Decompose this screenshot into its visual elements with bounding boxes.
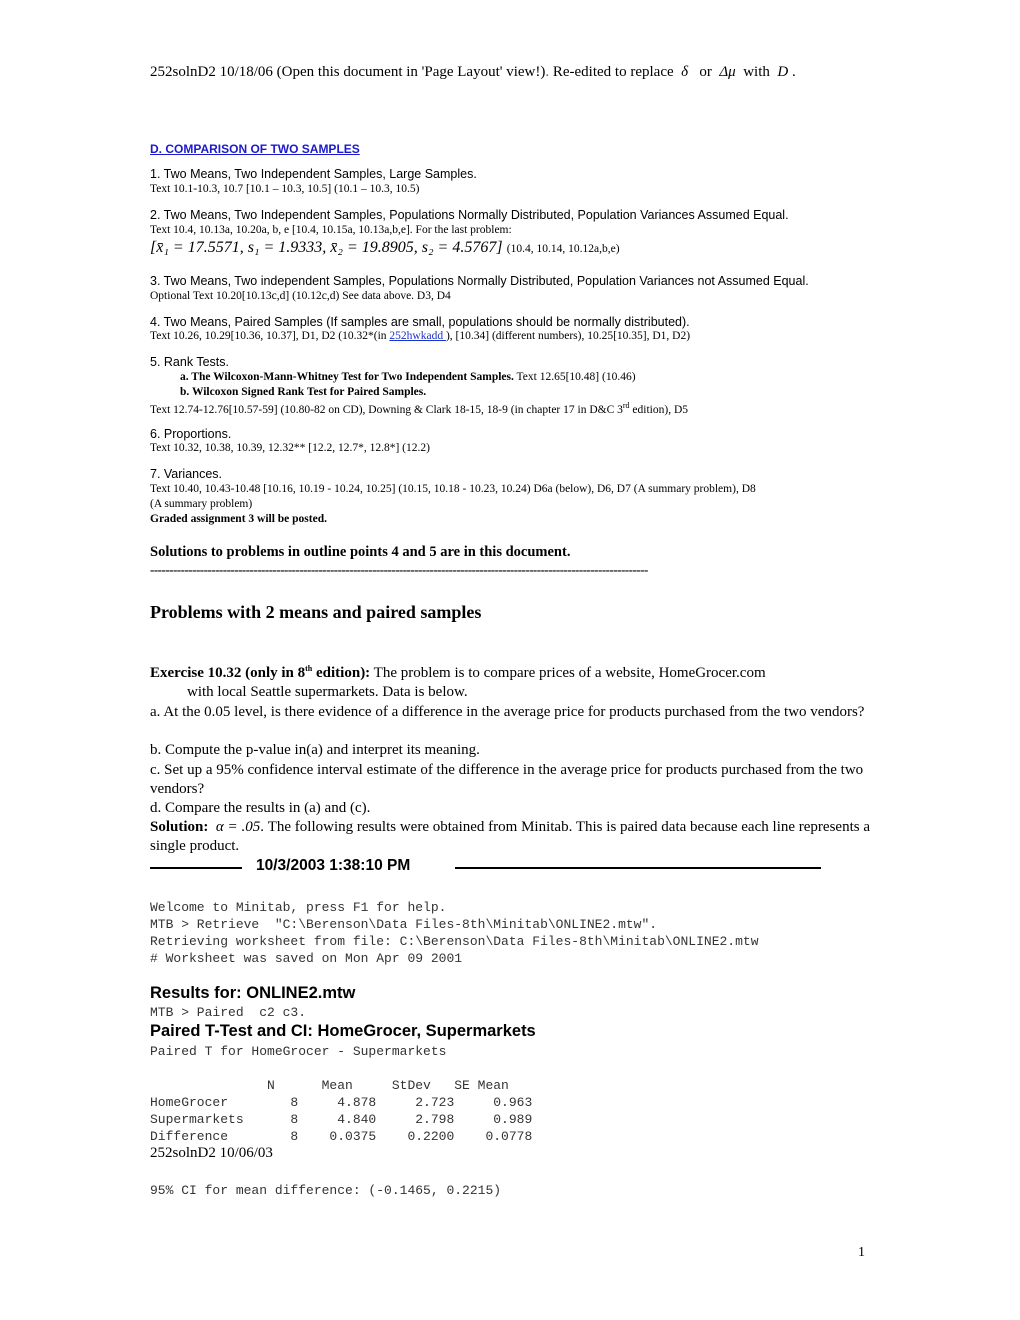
dashed-divider: ----------------------------------------------------------------------------------------------------------------------------------: [150, 562, 648, 577]
stats-row-difference: Difference 8 0.0375 0.2200 0.0778: [150, 1129, 533, 1144]
hwkadd-link[interactable]: 252hwkadd: [389, 330, 446, 342]
alpha-formula: α = .05: [215, 819, 261, 835]
exercise-line-1: [150, 664, 766, 682]
item5-heading: 5. Rank Tests.: [150, 355, 229, 369]
item7-heading: 7. Variances.: [150, 467, 223, 481]
header-prefix: 252solnD2 10/18/06 (Open this document in 'Page Layout' view!): [150, 64, 546, 80]
exercise-part-a: a. At the 0.05 level, is there evidence of a difference in the average price for products purchased from the two vendors?: [150, 704, 865, 720]
section-title: Problems with 2 means and paired samples: [150, 602, 482, 622]
item5-a-refs: Text 12.65[10.48] (10.46): [513, 371, 636, 383]
confidence-interval: 95% CI for mean difference: (-0.1465, 0.2215): [150, 1183, 502, 1198]
item7-refs: Text 10.40, 10.43-10.48 [10.16, 10.19 - 10.24, 10.25] (10.15, 10.18 - 10.23, 10.24) D6a (below), D6, D7 (A summary problem), D8: [150, 483, 756, 495]
exercise-label-post: edition):: [312, 665, 371, 681]
exercise-intro: The problem is to compare prices of a website, HomeGrocer.com: [370, 665, 766, 681]
item6-heading: 6. Proportions.: [150, 427, 232, 441]
solution-label: Solution:: [150, 819, 209, 835]
delta-symbol: δ: [681, 64, 689, 80]
timestamp-rule-left: [150, 867, 242, 869]
item2-refs: Text 10.4, 10.13a, 10.20a, b, e [10.4, 10.15a, 10.13a,b,e]. For the last problem:: [150, 224, 512, 236]
timestamp-rule-right: [455, 867, 821, 869]
item5-a-title: a. The Wilcoxon-Mann-Whitney Test for Two Independent Samples.: [180, 371, 514, 383]
item3-heading: 3. Two Means, Two independent Samples, Populations Normally Distributed, Population Variances not Assumed Equal.: [150, 274, 809, 288]
exercise-label: [150, 665, 370, 681]
item4-heading: 4. Two Means, Paired Samples (If samples are small, populations should be normally distributed).: [150, 315, 690, 329]
item1-refs: Text 10.1-10.3, 10.7 [10.1 – 10.3, 10.5] (10.1 – 10.3, 10.5): [150, 183, 420, 195]
item7-refs-2: (A summary problem): [150, 498, 253, 510]
footer-label: 252solnD2 10/06/03: [150, 1145, 273, 1161]
stats-row-homegrocer: HomeGrocer 8 4.878 2.723 0.963: [150, 1095, 533, 1110]
graded-assignment-note: Graded assignment 3 will be posted.: [150, 513, 327, 525]
solutions-note: Solutions to problems in outline points 4 and 5 are in this document.: [150, 544, 571, 560]
item3-refs: Optional Text 10.20[10.13c,d] (10.12c,d) See data above. D3, D4: [150, 290, 451, 302]
minitab-retrieve-command: MTB > Retrieve "C:\Berenson\Data Files-8th\Minitab\ONLINE2.mtw".: [150, 917, 658, 932]
d-symbol: D: [777, 64, 789, 80]
item4-refs-pre: Text 10.26, 10.29[10.36, 10.37], D1, D2 (10.32*(in: [150, 330, 390, 342]
minitab-saved-line: # Worksheet was saved on Mon Apr 09 2001: [150, 951, 463, 966]
exercise-part-c: c. Set up a 95% confidence interval estimate of the difference in the average price for products purchased from the two vendors?: [150, 762, 864, 797]
item5-a: [180, 371, 636, 383]
item6-refs: Text 10.32, 10.38, 10.39, 12.32** [12.2, 12.7*, 12.8*] (12.2): [150, 442, 430, 454]
delta-mu-symbol: Δμ: [719, 64, 736, 80]
solution-paragraph: [150, 818, 870, 856]
timestamp: 10/3/2003 1:38:10 PM: [256, 857, 411, 874]
item1-heading: 1. Two Means, Two Independent Samples, Large Samples.: [150, 167, 477, 181]
item2-formula-refs: (10.4, 10.14, 10.12a,b,e): [506, 243, 620, 255]
exercise-label-pre: Exercise 10.32 (only in 8: [150, 665, 306, 681]
item5-b-title: b. Wilcoxon Signed Rank Test for Paired Samples.: [180, 386, 427, 398]
item5-refs-sup: rd: [622, 401, 630, 410]
header-or: or: [699, 64, 712, 80]
minitab-retrieving-line: Retrieving worksheet from file: C:\Berenson\Data Files-8th\Minitab\ONLINE2.mtw: [150, 934, 759, 949]
exercise-part-d: d. Compare the results in (a) and (c).: [150, 800, 371, 816]
header-with: with: [743, 64, 770, 80]
item5-refs: [150, 401, 688, 416]
exercise-intro-2: with local Seattle supermarkets. Data is below.: [187, 684, 468, 700]
stats-row-supermarkets: Supermarkets 8 4.840 2.798 0.989: [150, 1112, 533, 1127]
item2-heading: 2. Two Means, Two Independent Samples, Populations Normally Distributed, Population Variances Assumed Equal.: [150, 208, 789, 222]
header-replace-text: Re-edited to replace: [549, 64, 674, 80]
page-number: 1: [858, 1245, 865, 1260]
header-end: .: [791, 64, 796, 80]
exercise-part-b: b. Compute the p-value in(a) and interpret its meaning.: [150, 742, 480, 758]
item2-formula-row: [150, 237, 620, 257]
document-header: [150, 64, 796, 81]
exercise-label-sup: th: [305, 664, 313, 673]
item4-refs-post: ), [10.34] (different numbers), 10.25[10.35], D1, D2): [445, 330, 691, 342]
minitab-welcome: Welcome to Minitab, press F1 for help.: [150, 900, 447, 915]
header-dot: .: [545, 64, 550, 80]
minitab-paired-command: MTB > Paired c2 c3.: [150, 1005, 307, 1020]
paired-test-subtitle: Paired T for HomeGrocer - Supermarkets: [150, 1044, 447, 1059]
outline-title: D. COMPARISON OF TWO SAMPLES: [150, 142, 360, 156]
item5-refs-pre: Text 12.74-12.76[10.57-59] (10.80-82 on CD), Downing & Clark 18-15, 18-9 (in chapter 17 in D&C 3: [150, 403, 623, 416]
item5-refs-post: edition), D5: [629, 403, 688, 416]
paired-test-title: Paired T-Test and CI: HomeGrocer, Supermarkets: [150, 1022, 536, 1040]
item4-refs: [150, 330, 690, 342]
results-title: Results for: ONLINE2.mtw: [150, 984, 356, 1002]
item2-formula: [x̄₁ = 17.5571, s₁ = 1.9333, x̄₂ = 19.8905, s₂ = 4.5767]: [150, 239, 503, 256]
stats-table-header: N Mean StDev SE Mean: [150, 1078, 509, 1093]
solution-text: . The following results were obtained from Minitab. This is paired data because each line represents a single product.: [150, 819, 871, 854]
